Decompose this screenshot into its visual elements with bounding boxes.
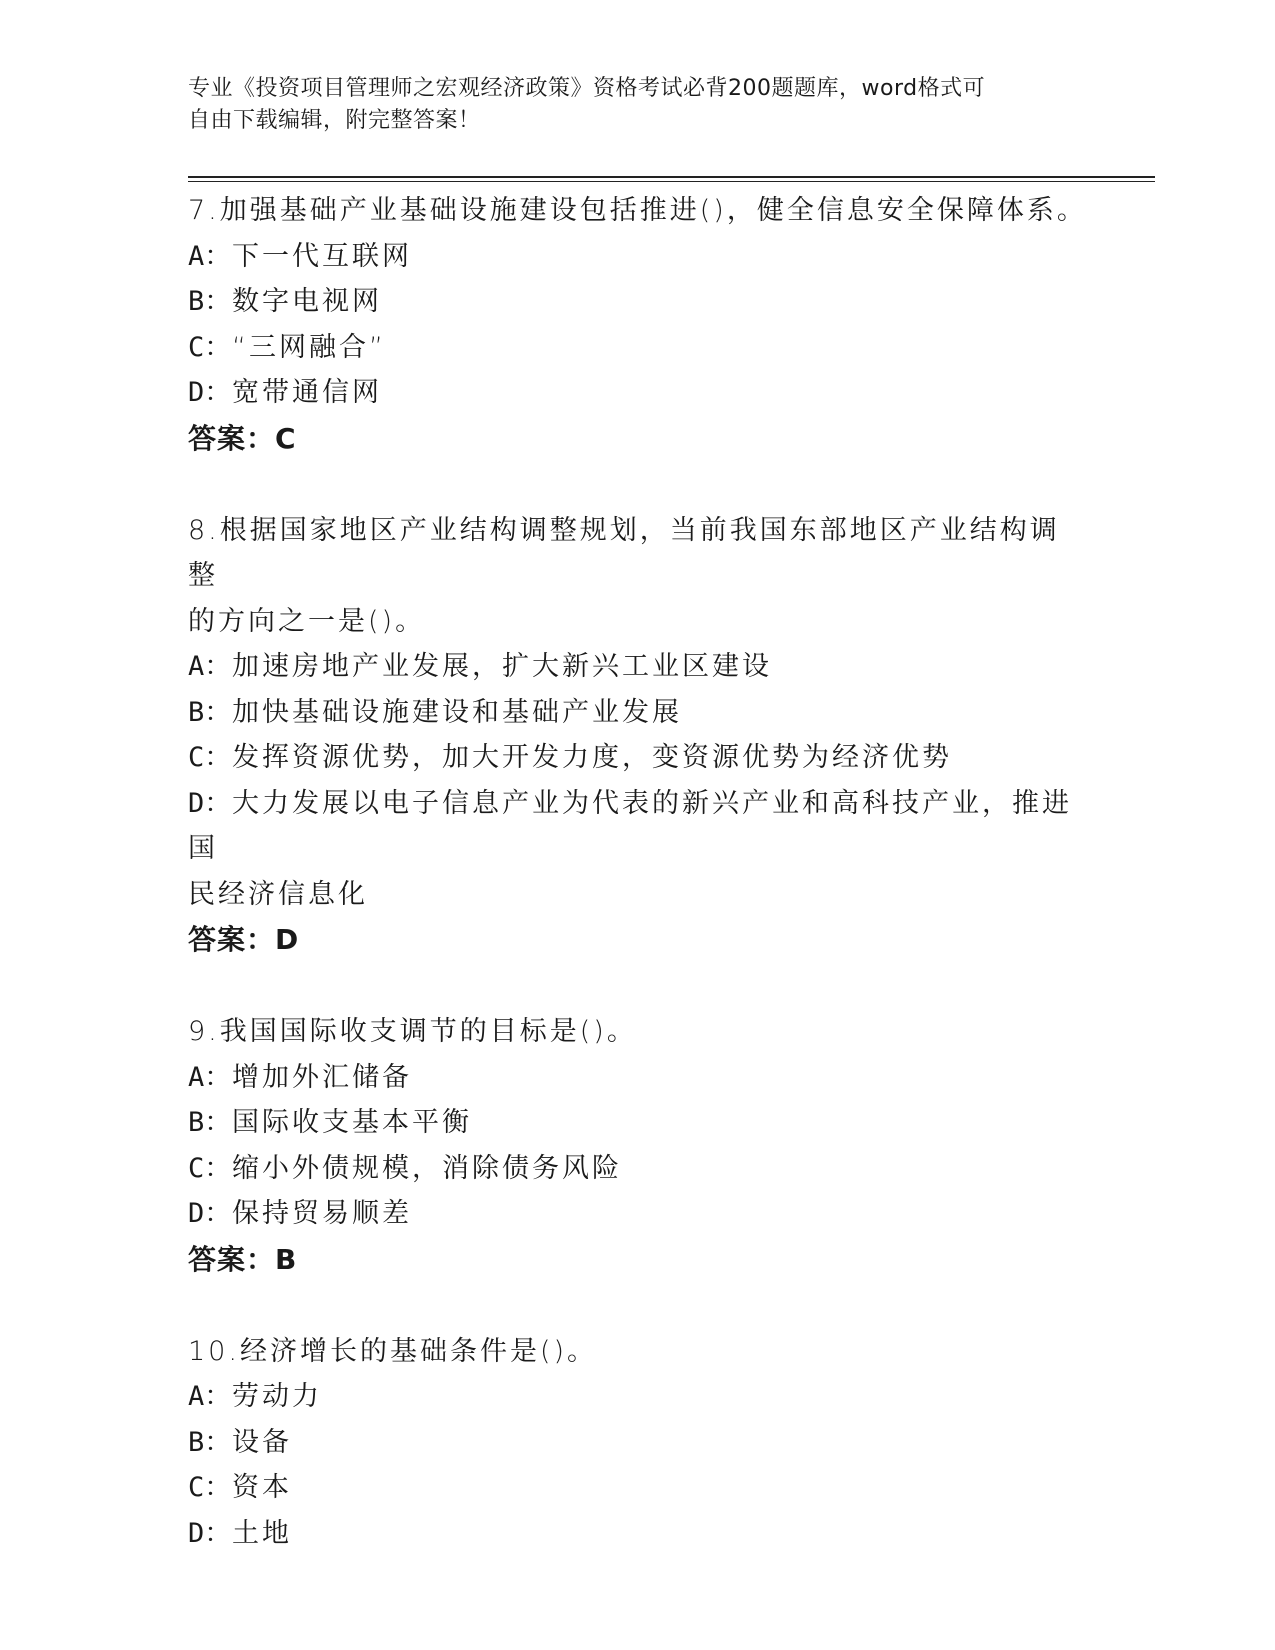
- option-text: 大力发展以电子信息产业为代表的新兴产业和高科技产业，推进国: [188, 787, 1072, 864]
- answer-option: [188, 370, 1088, 416]
- question-stem: 7.加强基础产业基础设施建设包括推进()，健全信息安全保障体系。: [188, 195, 1087, 226]
- answer-option: [188, 279, 1088, 325]
- option-text: 资本: [232, 1472, 292, 1503]
- option-text: 宽带通信网: [232, 377, 382, 408]
- question-stem: 的方向之一是()。: [188, 605, 426, 637]
- option-letter: B：: [188, 286, 232, 317]
- option-text: 劳动力: [232, 1381, 322, 1412]
- question-item: [188, 508, 1088, 964]
- answer-option: [188, 325, 1088, 371]
- question-list: [188, 188, 1088, 1556]
- option-text: 加快基础设施建设和基础产业发展: [232, 696, 682, 728]
- header-line-2: 自由下载编辑，附完整答案！: [188, 108, 481, 133]
- answer-option: [188, 1465, 1088, 1511]
- option-letter: D：: [188, 377, 232, 408]
- answer-key: 答案：C: [188, 421, 297, 455]
- option-letter: D：: [188, 1198, 232, 1229]
- option-letter: B：: [188, 696, 232, 728]
- option-text-continuation: 民经济信息化: [188, 878, 368, 910]
- answer-option: [188, 735, 1088, 781]
- answer-option: [188, 234, 1088, 280]
- option-letter: C：: [188, 1472, 232, 1503]
- answer-option: [188, 1055, 1088, 1101]
- answer-key: 答案：B: [188, 1242, 298, 1276]
- option-text: 发挥资源优势，加大开发力度，变资源优势为经济优势: [232, 742, 952, 773]
- option-letter: B：: [188, 1426, 232, 1458]
- header-divider-thick: [188, 176, 1155, 178]
- option-letter: C：: [188, 331, 232, 363]
- option-text: 数字电视网: [232, 286, 382, 317]
- question-item: [188, 1009, 1088, 1283]
- question-item: [188, 188, 1088, 462]
- question-stem: 10.经济增长的基础条件是()。: [188, 1335, 598, 1367]
- option-letter: B：: [188, 1107, 232, 1138]
- answer-option: [188, 1146, 1088, 1192]
- question-stem: 8.根据国家地区产业结构调整规划，当前我国东部地区产业结构调整: [188, 514, 1060, 591]
- option-text: 缩小外债规模，消除债务风险: [232, 1152, 622, 1184]
- header-line-1: 专业《投资项目管理师之宏观经济政策》资格考试必背200题题库，word格式可: [188, 76, 986, 101]
- answer-option: [188, 690, 1088, 736]
- answer-option: [188, 644, 1088, 690]
- answer-key: 答案：D: [188, 923, 300, 956]
- option-letter: A：: [188, 1381, 232, 1412]
- option-letter: A：: [188, 651, 232, 682]
- option-text: 加速房地产业发展，扩大新兴工业区建设: [232, 651, 772, 682]
- option-text: 增加外汇储备: [232, 1061, 412, 1093]
- option-text: 设备: [232, 1426, 292, 1458]
- option-letter: C：: [188, 1152, 232, 1184]
- header-divider-thin: [188, 181, 1155, 182]
- option-text: 保持贸易顺差: [232, 1198, 412, 1229]
- option-text: “三网融合”: [232, 331, 386, 363]
- answer-option: [188, 1191, 1088, 1237]
- answer-option: [188, 1420, 1088, 1466]
- answer-option: [188, 1511, 1088, 1557]
- answer-option: [188, 781, 1088, 872]
- answer-option: [188, 1374, 1088, 1420]
- option-text: 国际收支基本平衡: [232, 1107, 472, 1138]
- option-text: 土地: [232, 1517, 292, 1549]
- document-header: [188, 73, 1068, 137]
- question-stem: 9.我国国际收支调节的目标是()。: [188, 1016, 637, 1047]
- option-letter: A：: [188, 1061, 232, 1093]
- option-letter: A：: [188, 240, 232, 272]
- option-letter: C：: [188, 742, 232, 773]
- option-text: 下一代互联网: [232, 240, 412, 272]
- answer-option: [188, 1100, 1088, 1146]
- option-letter: D：: [188, 1517, 232, 1549]
- option-letter: D：: [188, 787, 232, 819]
- question-item: [188, 1329, 1088, 1557]
